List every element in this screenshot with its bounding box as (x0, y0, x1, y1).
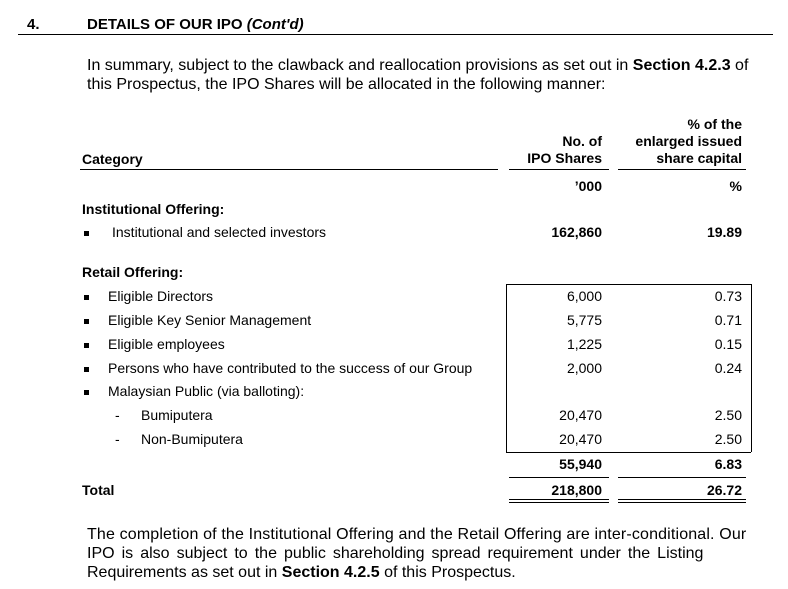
row-shares: 2,000 (566, 360, 602, 376)
retail-subtotal-pct: 6.83 (714, 456, 742, 472)
row-label: Persons who have contributed to the success of our Group (108, 360, 473, 376)
sub-row-label: Bumiputera (141, 407, 213, 423)
header-rule-shares (509, 169, 609, 170)
header-pct-line-3: share capital (656, 150, 742, 166)
closing-line-3 (87, 563, 516, 582)
header-rule-pct (618, 169, 746, 170)
row-label: Institutional and selected investors (112, 224, 327, 240)
closing-section-ref: Section 4.2.5 (281, 564, 380, 581)
row-pct: 0.24 (714, 360, 742, 376)
total-rule-top-shares (509, 477, 609, 478)
intro-text-end: of (735, 57, 749, 74)
header-pct-line-2: enlarged issued (635, 133, 742, 149)
section-title-suffix: (Cont'd) (246, 16, 304, 33)
bullet-icon (84, 343, 89, 348)
row-shares: 6,000 (566, 288, 602, 304)
sub-row-label: Non-Bumiputera (141, 431, 243, 447)
total-rule-bottom-pct (618, 499, 746, 500)
intro-line-1 (87, 56, 748, 75)
heading-underline (18, 34, 773, 35)
intro-text: In summary, subject to the clawback and reallocation provisions as set out in (87, 57, 629, 74)
bullet-icon (84, 390, 89, 395)
row-shares: 162,860 (551, 224, 602, 240)
total-shares: 218,800 (551, 482, 602, 498)
sub-row-shares: 20,470 (559, 407, 602, 423)
closing-line-2: IPO is also subject to the public shareholding spread requirement under the Listing (87, 545, 704, 562)
row-label: Eligible Directors (108, 288, 214, 304)
row-label: Eligible Key Senior Management (108, 312, 312, 328)
retail-box-bottom (506, 452, 751, 453)
header-rule-category (80, 169, 498, 170)
header-shares-line-2: IPO Shares (527, 150, 602, 166)
bullet-icon (84, 231, 89, 236)
section-title-text: DETAILS OF OUR IPO (87, 16, 243, 33)
closing-text-end: of this Prospectus. (384, 564, 516, 581)
total-pct: 26.72 (706, 482, 742, 498)
closing-line-1: The completion of the Institutional Offering and the Retail Offering are inter-conditional. Our (87, 526, 747, 543)
unit-shares: ’000 (574, 178, 602, 194)
retail-box-left (506, 284, 507, 452)
row-shares: 5,775 (566, 312, 602, 328)
total-label: Total (82, 482, 115, 498)
total-rule-top-pct (618, 477, 746, 478)
row-label: Malaysian Public (via balloting): (108, 383, 305, 399)
row-pct: 0.71 (714, 312, 742, 328)
total-rule-bottom-shares (509, 499, 609, 500)
total-rule-bottom-pct-double (618, 502, 746, 503)
header-pct-line-1: % of the (687, 116, 742, 132)
sub-row-dash: - (115, 431, 120, 447)
row-shares: 1,225 (566, 336, 602, 352)
header-category: Category (82, 151, 143, 167)
intro-section-ref: Section 4.2.3 (632, 57, 731, 74)
row-label: Eligible employees (108, 336, 225, 352)
sub-row-dash: - (115, 407, 120, 423)
row-pct: 0.73 (714, 288, 742, 304)
retail-offering-label: Retail Offering: (82, 264, 184, 280)
bullet-icon (84, 319, 89, 324)
institutional-offering-label: Institutional Offering: (82, 201, 225, 217)
row-pct: 0.15 (714, 336, 742, 352)
header-shares-line-1: No. of (562, 133, 602, 149)
intro-line-2: this Prospectus, the IPO Shares will be allocated in the following manner: (87, 76, 606, 93)
retail-subtotal-shares: 55,940 (559, 456, 602, 472)
total-rule-bottom-shares-double (509, 502, 609, 503)
section-title (87, 16, 304, 34)
bullet-icon (84, 295, 89, 300)
unit-pct: % (729, 178, 742, 194)
sub-row-pct: 2.50 (714, 431, 742, 447)
retail-box-right (751, 284, 752, 452)
bullet-icon (84, 367, 89, 372)
retail-box-top (506, 284, 751, 285)
section-number: 4. (27, 16, 40, 33)
closing-text: Requirements as set out in (87, 564, 278, 581)
sub-row-shares: 20,470 (559, 431, 602, 447)
row-pct: 19.89 (706, 224, 742, 240)
sub-row-pct: 2.50 (714, 407, 742, 423)
